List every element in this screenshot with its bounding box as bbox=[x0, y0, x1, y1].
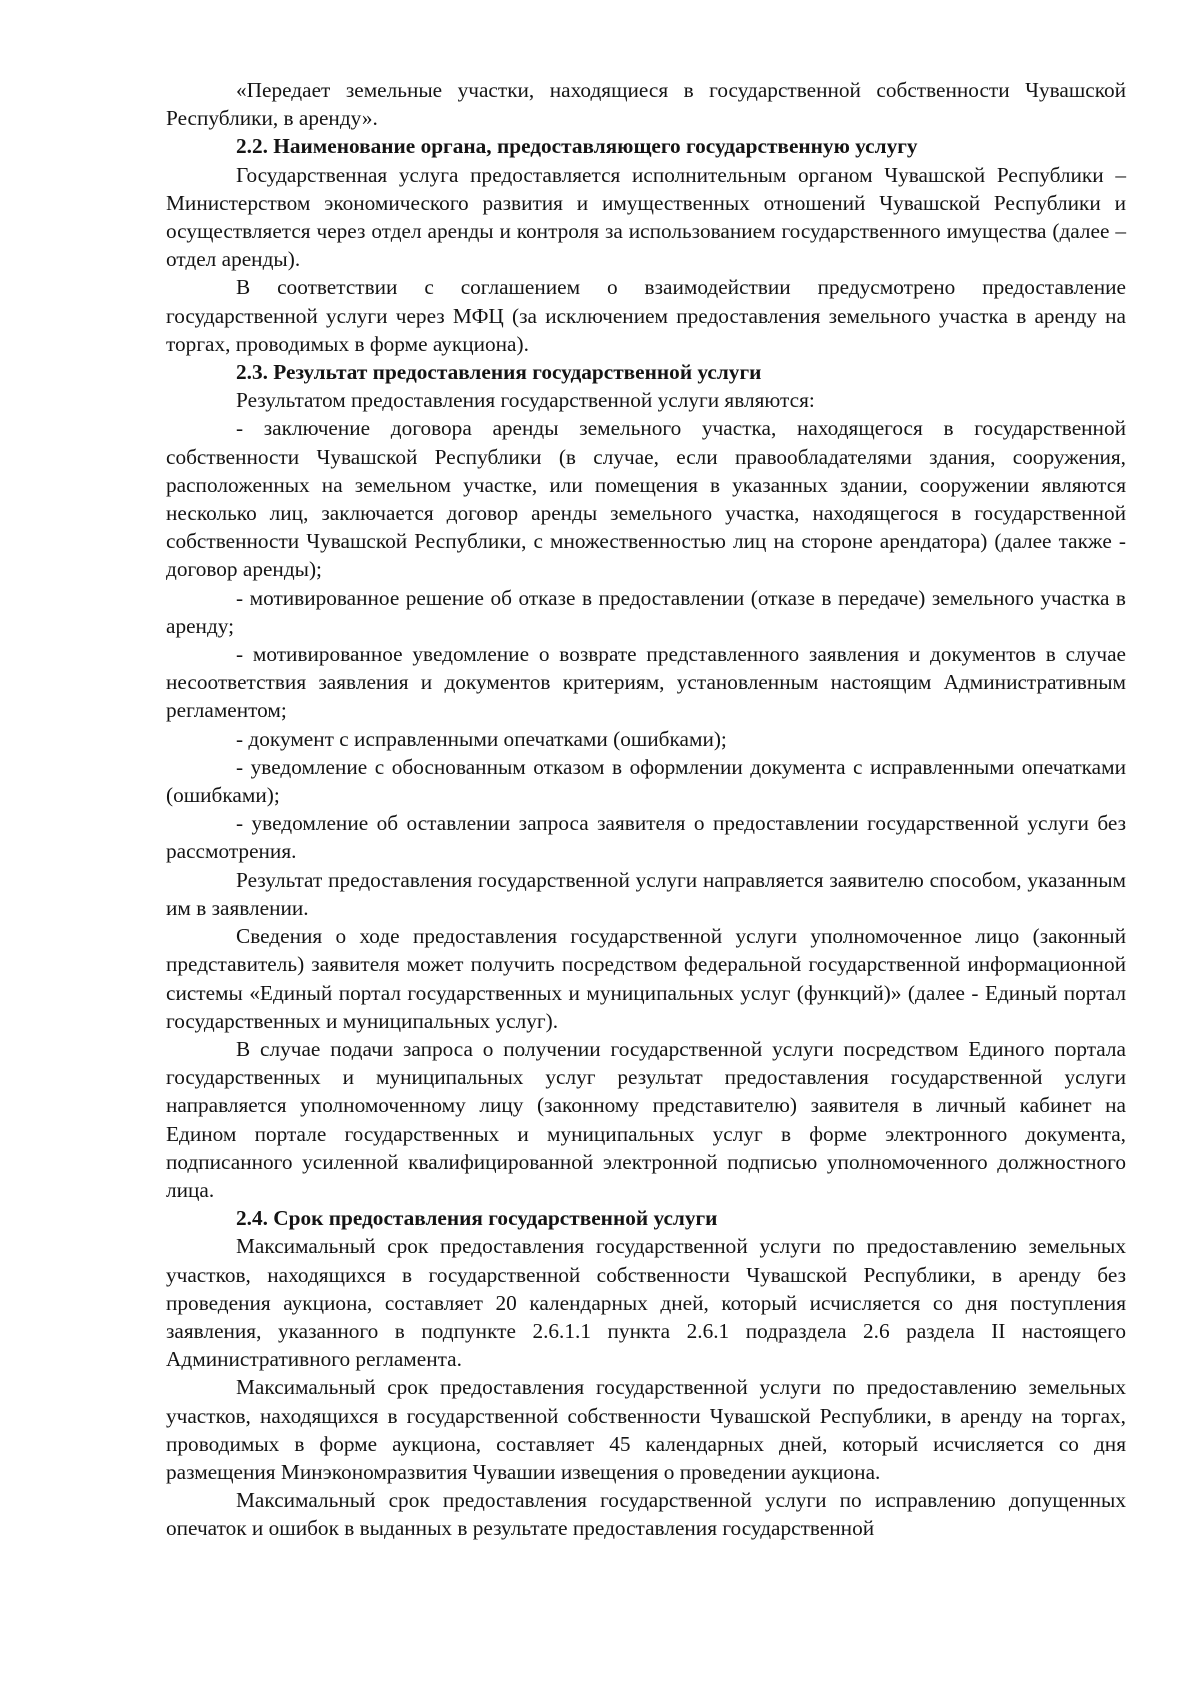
section-2-4-paragraph-2: Максимальный срок предоставления государственной услуги по предоставлению земельных участков, находящихся в государственной собственности Чувашской Республики, в аренду на торгах, проводимых в форме аукциона, составляет 45 календарных дней, который исчисляется со дня размещения Минэкономразвития Чувашии извещения о проведении аукциона. bbox=[166, 1375, 1126, 1484]
section-2-2-heading: 2.2. Наименование органа, предоставляющего государственную услугу bbox=[236, 134, 918, 159]
section-2-3-info-paragraph: Сведения о ходе предоставления государственной услуги уполномоченное лицо (законный представитель) заявителя может получить посредством федеральной государственной информационной системы «Единый портал государственных и муниципальных услуг (функций)» (далее - Единый портал государственных и муниципальных услуг). bbox=[166, 924, 1126, 1033]
section-2-2-paragraph-2: В соответствии с соглашением о взаимодействии предусмотрено предоставление государственной услуги через МФЦ (за исключением предоставления земельного участка в аренду на торгах, проводимых в форме аукциона). bbox=[166, 275, 1126, 356]
section-2-3-portal-paragraph: В случае подачи запроса о получении государственной услуги посредством Единого портала государственных и муниципальных услуг результат предоставления государственной услуги направляется уполномоченному лицу (законному представителю) заявителя в личный кабинет на Едином портале государственных и муниципальных услуг в форме электронного документа, подписанного усиленной квалифицированной электронной подписью уполномоченного должностного лица. bbox=[166, 1036, 1126, 1202]
document-page bbox=[166, 76, 1126, 1543]
section-2-3-result-paragraph: Результат предоставления государственной услуги направляется заявителю способом, указанным им в заявлении. bbox=[166, 867, 1126, 920]
intro-paragraph: «Передает земельные участки, находящиеся в государственной собственности Чувашской Республики, в аренду». bbox=[166, 78, 1126, 131]
result-list-item: - заключение договора аренды земельного участка, находящегося в государственной собственности Чувашской Республики (в случае, если правообладателями здания, сооружения, расположенных на земельном участке, или помещения в указанных здании, сооружении являются несколько лиц, заключается договор аренды земельного участка, находящегося в государственной собственности Чувашской Республики, с множественностью лиц на стороне арендатора) (далее также - договор аренды); bbox=[166, 416, 1126, 582]
section-2-3-heading: 2.3. Результат предоставления государственной услуги bbox=[236, 360, 762, 385]
section-2-3-lead: Результатом предоставления государственной услуги являются: bbox=[236, 388, 815, 413]
section-2-4-paragraph-3: Максимальный срок предоставления государственной услуги по исправлению допущенных опечаток и ошибок в выданных в результате предоставления государственной bbox=[166, 1488, 1126, 1541]
section-2-4-paragraph-1: Максимальный срок предоставления государственной услуги по предоставлению земельных участков, находящихся в государственной собственности Чувашской Республики, в аренду без проведения аукциона, составляет 20 календарных дней, который исчисляется со дня поступления заявления, указанного в подпункте 2.6.1.1 пункта 2.6.1 подраздела 2.6 раздела II настоящего Административного регламента. bbox=[166, 1234, 1126, 1372]
section-2-2-paragraph-1: Государственная услуга предоставляется исполнительным органом Чувашской Республики – Министерством экономического развития и имущественных отношений Чувашской Республики и осуществляется через отдел аренды и контроля за использованием государственного имущества (далее – отдел аренды). bbox=[166, 162, 1126, 272]
result-list-item: - мотивированное решение об отказе в предоставлении (отказе в передаче) земельного участка в аренду; bbox=[166, 585, 1126, 638]
result-list-item: - уведомление об оставлении запроса заявителя о предоставлении государственной услуги без рассмотрения. bbox=[166, 811, 1126, 864]
section-2-4-heading: 2.4. Срок предоставления государственной услуги bbox=[236, 1206, 718, 1231]
result-list-item: - уведомление с обоснованным отказом в оформлении документа с исправленными опечатками (ошибками); bbox=[166, 754, 1126, 808]
result-list-item: - мотивированное уведомление о возврате представленного заявления и документов в случае несоответствия заявления и документов критериям, установленным настоящим Административным регламентом; bbox=[166, 642, 1126, 723]
result-list-item: - документ с исправленными опечатками (ошибками); bbox=[236, 726, 727, 751]
